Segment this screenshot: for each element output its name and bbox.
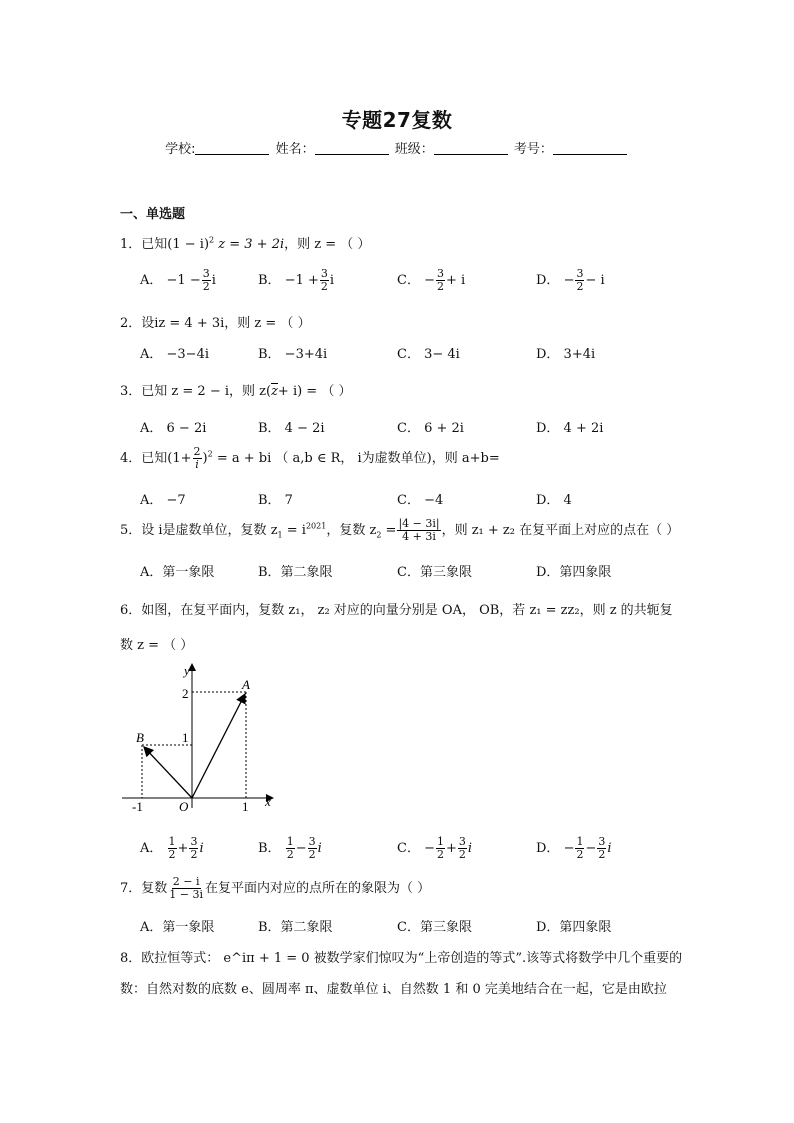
q5-sup1: 2021: [305, 521, 327, 531]
numerator: 1: [437, 835, 444, 848]
denominator: 2: [437, 848, 444, 861]
x-axis-label: x: [265, 794, 271, 809]
numerator: 3: [320, 267, 328, 280]
numerator: 1: [286, 835, 294, 848]
option-text: i: [329, 273, 335, 288]
q7-pre: 7．复数: [120, 881, 168, 896]
question-4: [120, 446, 500, 471]
q3-post: + i) = （ ）: [277, 384, 352, 399]
fraction: [308, 836, 317, 861]
q2-option-c[interactable]: C． 3− 4i: [397, 347, 460, 362]
question-8-line-2: 数：自然对数的底数 e、圆周率 π、虚数单位 i、自然数 1 和 0 完美地结合在一起，它是由欧拉: [120, 982, 667, 997]
point-b-label: B: [136, 730, 144, 745]
q7-option-a[interactable]: A．第一象限: [140, 920, 215, 935]
option-text: −1 +: [284, 273, 319, 288]
q5-option-d[interactable]: D．第四象限: [536, 565, 612, 580]
tick-label-y2: 2: [182, 686, 189, 701]
option-text: + i: [446, 273, 466, 288]
q7-option-c[interactable]: C．第三象限: [397, 920, 472, 935]
page-title: 专题27复数: [341, 108, 453, 132]
tick-label-x-neg1: -1: [132, 799, 143, 812]
option-text: − i: [585, 273, 605, 288]
question-7: [120, 876, 430, 901]
fraction: [575, 836, 584, 861]
q5-mid2: ，复数 z: [326, 523, 377, 538]
school-blank[interactable]: [195, 142, 269, 155]
question-6-line-1: 6．如图，在复平面内，复数 z₁， z₂ 对应的向量分别是 OA， OB，若 z₁ = zz₂，则 z 的共轭复: [120, 603, 673, 618]
q5-option-b[interactable]: B．第二象限: [258, 565, 333, 580]
class-label: 班级：: [394, 142, 434, 157]
q4-option-d[interactable]: D． 4: [536, 493, 572, 508]
origin-label: O: [179, 799, 189, 812]
q4-option-b[interactable]: B． 7: [258, 493, 293, 508]
q7-option-b[interactable]: B．第二象限: [258, 920, 333, 935]
q3-option-c[interactable]: C． 6 + 2i: [397, 421, 464, 436]
question-5: [120, 518, 679, 543]
q6-option-b[interactable]: [258, 836, 322, 861]
option-text: i: [211, 273, 216, 288]
q5-post: ，则 z₁ + z₂ 在复平面上对应的点在（ ）: [441, 523, 680, 538]
numerator: |4 − 3i|: [398, 517, 440, 530]
q1-expr: (1 − i): [167, 237, 210, 252]
numerator: 2 − i: [172, 875, 200, 888]
numerator: 1: [168, 835, 176, 848]
fraction: [436, 836, 445, 861]
q1-option-c[interactable]: [397, 268, 465, 293]
numerator: 3: [190, 835, 198, 848]
numerator: 3: [202, 267, 210, 280]
sign: −: [563, 841, 575, 856]
fraction: [168, 836, 177, 861]
denominator: 2: [202, 280, 210, 293]
q6-option-d[interactable]: [536, 836, 612, 861]
numerator: 3: [458, 835, 466, 848]
sign: −: [424, 841, 435, 856]
q1-expr-rest: z = 3 + 2i: [214, 237, 285, 252]
question-1: [120, 233, 370, 252]
q4-pre: 4．已知(1+: [120, 451, 192, 466]
q3-pre: 3．已知 z = 2 − i，则 z: [120, 384, 266, 399]
option-label: B．: [258, 273, 281, 288]
fraction: [436, 268, 445, 293]
name-label: 姓名：: [275, 142, 315, 157]
denominator: 2: [168, 848, 176, 861]
question-6-line-2: 数 z = （ ）: [120, 638, 194, 653]
denominator: 2: [576, 848, 584, 861]
numerator: 3: [308, 835, 316, 848]
q6-option-a[interactable]: [140, 836, 204, 861]
operator: −: [585, 841, 597, 856]
denominator: 2: [308, 848, 316, 861]
q5-mid3: =: [381, 523, 397, 538]
q1-exp: 2: [209, 235, 215, 245]
option-label: D．: [536, 273, 560, 288]
vector-ob: [144, 747, 192, 798]
q5-sub1: 1: [277, 530, 283, 540]
option-text: −1 −: [166, 273, 201, 288]
fraction: [286, 836, 295, 861]
section-heading: 一、单选题: [120, 207, 186, 222]
tick-label-y1: 1: [182, 730, 189, 745]
question-3: [120, 380, 351, 399]
q5-mid1: = i: [282, 523, 306, 538]
class-blank[interactable]: [434, 142, 508, 155]
fraction: [189, 836, 198, 861]
numerator: 3: [598, 835, 606, 848]
operator: +: [446, 841, 457, 856]
option-label: D．: [536, 841, 560, 856]
q4-mid: ): [202, 451, 208, 466]
denominator: 2: [437, 280, 444, 293]
q6-option-c[interactable]: [397, 836, 472, 861]
denominator: 2: [598, 848, 606, 861]
q5-pre: 5．设 i是虚数单位，复数 z: [120, 523, 278, 538]
q3-option-d[interactable]: D． 4 + 2i: [536, 421, 604, 436]
vector-oa: [192, 694, 245, 798]
tick-label-x1: 1: [242, 799, 249, 812]
numerator: 2: [193, 445, 201, 458]
denominator: 2: [286, 848, 294, 861]
q1-pre: 已知: [141, 237, 168, 252]
y-axis-label: y: [184, 663, 190, 678]
q5-option-c[interactable]: C．第三象限: [397, 565, 472, 580]
q2-option-a[interactable]: A． −3−4i: [140, 347, 210, 362]
fraction: [575, 268, 584, 293]
option-text: −: [563, 273, 575, 288]
fraction: [202, 268, 211, 293]
q3-option-a[interactable]: A． 6 − 2i: [140, 421, 207, 436]
denominator: 1 − 3i: [169, 888, 204, 901]
fraction: [320, 268, 329, 293]
denominator: 2: [190, 848, 198, 861]
id-blank[interactable]: [553, 142, 627, 155]
option-label: B．: [258, 841, 281, 856]
q5-option-a[interactable]: A．第一象限: [140, 565, 215, 580]
option-text: −: [424, 273, 435, 288]
q3-option-b[interactable]: B． 4 − 2i: [258, 421, 325, 436]
q1-option-d[interactable]: [536, 268, 605, 293]
fraction: [168, 876, 204, 901]
id-label: 考号：: [513, 142, 553, 157]
fraction: [193, 446, 202, 471]
q3-zbar: z: [271, 384, 278, 399]
denominator: 4 + 3i: [402, 530, 436, 543]
fraction: [397, 518, 440, 543]
q1-option-a[interactable]: [140, 268, 216, 293]
student-info-line: [0, 138, 794, 157]
denominator: 2: [458, 848, 466, 861]
q5-sub2: 2: [376, 530, 382, 540]
question-2: 2．设iz = 4 + 3i，则 z = （ ）: [120, 316, 311, 331]
option-label: C．: [397, 273, 420, 288]
imag-unit: i: [467, 841, 473, 856]
q7-post: 在复平面内对应的点所在的象限为（ ）: [205, 881, 431, 896]
denominator: 2: [320, 280, 328, 293]
operator: +: [177, 841, 189, 856]
question-8-line-1: 8．欧拉恒等式： e^iπ + 1 = 0 被数学家们惊叹为“上帝创造的等式”.该等式将数学中几个重要的: [120, 951, 683, 966]
q4-option-a[interactable]: A． −7: [140, 493, 186, 508]
numerator: 3: [437, 267, 444, 280]
imag-unit: i: [317, 841, 322, 856]
option-label: A．: [140, 841, 163, 856]
option-label: A．: [140, 273, 163, 288]
imag-unit: i: [607, 841, 612, 856]
q2-option-b[interactable]: B． −3+4i: [258, 347, 328, 362]
operator: −: [295, 841, 307, 856]
q4-option-c[interactable]: C． −4: [397, 493, 444, 508]
school-label: 学校:: [165, 142, 196, 157]
option-label: C．: [397, 841, 420, 856]
point-a-label: A: [242, 677, 250, 692]
denominator: i: [195, 458, 199, 471]
q4-post: = a + bi （ a,b ∈ R， i为虚数单位)，则 a+b=: [212, 451, 500, 466]
name-blank[interactable]: [315, 142, 389, 155]
q4-exp: 2: [207, 449, 213, 459]
imag-unit: i: [199, 841, 204, 856]
q1-number: 1．: [120, 237, 142, 252]
fraction: [458, 836, 467, 861]
q6-graph: [118, 658, 280, 812]
numerator: 3: [576, 267, 584, 280]
q2-option-d[interactable]: D． 3+4i: [536, 347, 596, 362]
fraction: [597, 836, 606, 861]
q7-option-d[interactable]: D．第四象限: [536, 920, 612, 935]
numerator: 1: [576, 835, 584, 848]
q1-post: ，则 z = （ ）: [284, 237, 371, 252]
q1-option-b[interactable]: [258, 268, 334, 293]
q3-open: (: [265, 384, 272, 399]
denominator: 2: [576, 280, 584, 293]
